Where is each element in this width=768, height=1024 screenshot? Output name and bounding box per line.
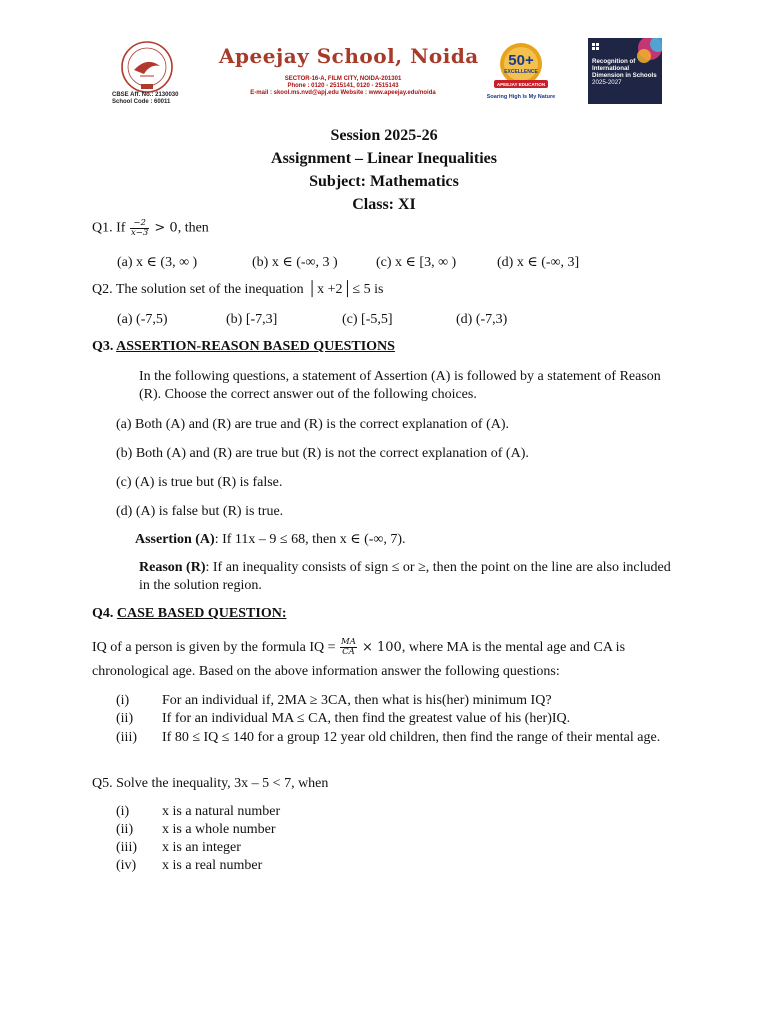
q1-option-c: (c) x ∈ [3, ∞ ) [376, 255, 457, 270]
q1-fraction [130, 219, 149, 238]
class-title: Class: XI [352, 196, 416, 213]
q2-option-b: (b) [-7,3] [226, 312, 278, 327]
q1-fraction-numerator: −2 [130, 219, 149, 229]
q2-option-c: (c) [-5,5] [342, 312, 393, 327]
q1-option-b: (b) x ∈ (-∞, 3 ) [252, 255, 338, 270]
school-name: Apeejay School, Noida [219, 44, 479, 68]
session-title: Session 2025-26 [330, 127, 438, 144]
q5-item-text: x is a natural number [162, 804, 281, 819]
iq-fraction-numerator: MA [341, 637, 356, 648]
q1-option-d: (d) x ∈ (-∞, 3] [497, 255, 580, 270]
affiliation-number: CBSE Aff. No.: 2130030 [112, 92, 179, 98]
british-council-mark [592, 43, 604, 51]
svg-text:50+: 50+ [508, 52, 534, 69]
q4-intro-prefix: IQ of a person is given by the formula IQ = [92, 640, 340, 655]
q1-fraction-denominator: x−3 [130, 228, 149, 238]
q4-heading: CASE BASED QUESTION: [116, 606, 287, 621]
q1-text [92, 219, 209, 238]
q3-label: Q3. [92, 339, 117, 354]
q3-choice-d: (d) (A) is false but (R) is true. [116, 504, 284, 519]
reason-label: Reason (R) [139, 560, 206, 575]
q3-choice-c: (c) (A) is true but (R) is false. [116, 475, 283, 490]
q1-inequality: > 0 [150, 220, 178, 236]
assignment-title: Assignment – Linear Inequalities [271, 150, 497, 167]
q3-assertion [135, 531, 406, 549]
q4-label: Q4. [92, 606, 117, 621]
q5-item-number: (iii) [116, 840, 137, 855]
q5-text: Q5. Solve the inequality, 3x – 5 < 7, when [92, 776, 329, 791]
assertion-text: : If 11x – 9 ≤ 68, then x ∈ (-∞, 7). [214, 532, 406, 547]
excellence-badge-logo [478, 38, 564, 102]
school-code: School Code : 60011 [112, 98, 171, 105]
recognition-badge [588, 38, 662, 104]
q3-choice-b: (b) Both (A) and (R) are true but (R) is not the correct explanation of (A). [116, 446, 529, 461]
contact-line: E-mail : skool.ms.nvd@apj.edu Website : www.apeejay.edu/noida [250, 90, 436, 96]
assignment-titles [0, 124, 768, 216]
q5-item-text: x is a real number [162, 858, 263, 873]
letterhead [96, 34, 666, 106]
q4-item-text: For an individual if, 2MA ≥ 3CA, then what is his(her) minimum IQ? [162, 693, 552, 708]
q2-option-a: (a) (-7,5) [117, 312, 168, 327]
svg-text:Soaring High Is My Nature: Soaring High Is My Nature [486, 94, 556, 100]
q4-item-number: (iii) [116, 730, 137, 745]
iq-multiplier: × 100 [357, 640, 402, 655]
q5-item-number: (ii) [116, 822, 134, 837]
q5-item-text: x is a whole number [162, 822, 276, 837]
iq-fraction [340, 638, 357, 657]
q5-item-text: x is an integer [162, 840, 241, 855]
q4-intro-suffix: , where MA is the mental age and CA is chronological age. Based on the above information answer the following questions: [92, 640, 626, 679]
q4-item-text: If 80 ≤ IQ ≤ 140 for a group 12 year old children, then find the range of their mental age. [162, 730, 661, 745]
q4-item-text: If for an individual MA ≤ CA, then find the greatest value of his (her)IQ. [162, 711, 571, 726]
q1-suffix: , then [177, 220, 209, 236]
q4-item-number: (i) [116, 693, 130, 708]
q1-prefix: Q1. If [92, 220, 129, 236]
svg-text:EXCELLENCE: EXCELLENCE [504, 69, 538, 75]
q3-choice-a: (a) Both (A) and (R) are true and (R) is the correct explanation of (A). [116, 417, 510, 432]
subject-title: Subject: Mathematics [309, 173, 459, 190]
school-address [228, 76, 458, 97]
recognition-years: 2025-2027 [592, 79, 622, 86]
q2-option-d: (d) (-7,3) [456, 312, 508, 327]
q4-item-number: (ii) [116, 711, 134, 726]
q4-intro [92, 636, 682, 684]
q3-intro: In the following questions, a statement of Assertion (A) is followed by a statement of Reason (R). Choose the correct answer out of the following choices. [139, 369, 661, 402]
phone-line: Phone : 0120 - 2515141, 0120 - 2515143 [287, 83, 399, 89]
q3-heading-line [92, 338, 395, 356]
q4-heading-line [92, 605, 287, 623]
assertion-label: Assertion (A) [135, 532, 215, 547]
affiliation-info [112, 92, 178, 105]
q2-text: Q2. The solution set of the inequation │x +2│≤ 5 is [92, 282, 384, 297]
recognition-title: Recognition of International Dimension in Schools [592, 58, 657, 79]
school-seal-logo [114, 40, 180, 94]
q5-item-number: (i) [116, 804, 130, 819]
q3-reason [139, 559, 679, 595]
q3-heading: ASSERTION-REASON BASED QUESTIONS [116, 339, 395, 354]
q1-option-a: (a) x ∈ (3, ∞ ) [117, 255, 198, 270]
address-line: SECTOR-16-A, FILM CITY, NOIDA-201301 [284, 76, 402, 82]
q5-item-number: (iv) [116, 858, 137, 873]
iq-fraction-denominator: CA [342, 647, 355, 658]
reason-text: : If an inequality consists of sign ≤ or ≥, then the point on the line are also included in the solution region. [139, 560, 671, 593]
svg-text:APEEJAY EDUCATION: APEEJAY EDUCATION [496, 82, 546, 87]
